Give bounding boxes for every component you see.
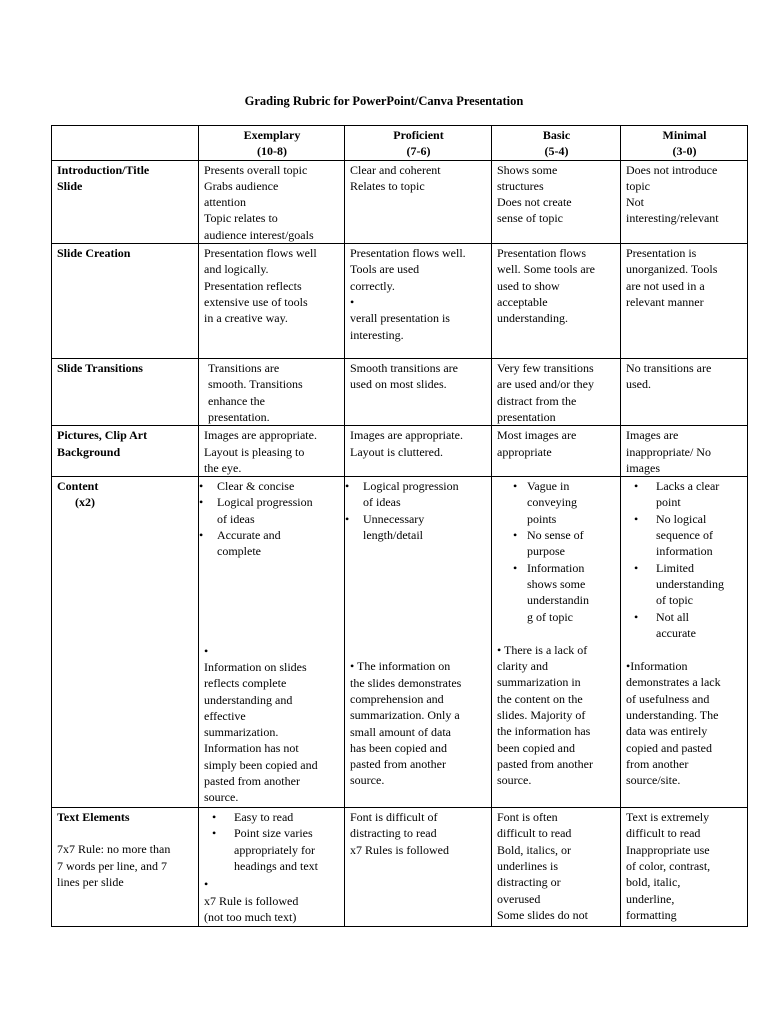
cell-transitions-basic [492,359,621,426]
bullet-item [199,494,340,527]
text-line: presentation. [208,409,270,424]
content-basic-list [497,478,616,625]
bullet-text: shows some [527,576,586,591]
bullet-text: information [656,544,713,559]
text-line: •Information [626,659,688,674]
row-transitions [52,359,748,426]
bullet-text: • Logical progression [363,479,459,494]
text-line: used. [626,377,651,392]
text-line: Font is difficult of [350,810,438,825]
row-text-elements [52,808,748,927]
text-line: summarization in [497,675,581,690]
cell-creation-basic [492,244,621,359]
header-proficient: Proficient (7-6) [345,126,492,161]
cell-text-minimal [621,808,748,927]
text-line: data was entirely [626,724,708,739]
text-line: source. [350,773,385,788]
cell-pictures-minimal [621,426,748,477]
text-line: reflects complete [204,676,287,691]
bullet-text: • Vague in [527,479,570,494]
text-line: overused [497,891,541,906]
bullet-text: purpose [527,544,565,559]
bullet-text: point [656,495,681,510]
text-line: source. [497,773,532,788]
text-line: Most images are [497,428,577,443]
text-line: x7 Rules is followed [350,842,449,857]
text-line: Very few transitions [497,361,594,376]
text-line: understanding. [497,311,568,326]
row-slide-creation [52,244,748,359]
bullet-text: • No logical [656,511,707,526]
cell-intro-proficient [345,160,492,243]
text-line: correctly. [350,278,395,293]
text-line: underlines is [497,859,558,874]
bullet-text: • Not all [656,609,689,624]
text-line: presentation [497,409,556,424]
text-line: appropriate [497,444,552,459]
cell-intro-exemplary [199,160,345,243]
text-line: used on most slides. [350,377,447,392]
text-line: Images are [626,428,679,443]
text-line: 7x7 Rule: no more than [57,842,171,857]
text-line: summarization. [204,725,279,740]
text-line: source. [204,790,239,805]
bullet-text: appropriately for [234,842,315,857]
text-line: No transitions are [626,361,712,376]
stray-bullet: • [204,643,209,658]
cell-pictures-proficient [345,426,492,477]
text-line: Information on slides [204,659,307,674]
text-line: used to show [497,278,560,293]
bullet-item [204,809,340,825]
text-line: has been copied and [350,740,447,755]
criterion-slide-creation: Slide Creation [52,244,199,359]
bullet-text: understandin [527,593,589,608]
text-line: clarity and [497,659,548,674]
text-line: Layout is cluttered. [350,444,443,459]
text-exemplary-text [204,893,340,926]
text-line: structures [497,178,544,193]
text-line: Images are appropriate. [204,428,317,443]
text-line: Bold, italics, or [497,842,571,857]
text-line: are not used in a [626,278,705,293]
bullet-text: points [527,511,557,526]
cell-pictures-basic [492,426,621,477]
text-line: of color, contrast, [626,859,711,874]
row-content [52,477,748,808]
text-line: acceptable [497,294,548,309]
text-line: well. Some tools are [497,262,595,277]
text-line: been copied and [497,740,575,755]
cell-content-proficient [345,477,492,808]
bullet-item [497,478,616,527]
text-line: comprehension and [350,691,444,706]
text-line: Presentation flows well [204,246,317,261]
text-line: difficult to read [626,826,701,841]
text-line: Presentation reflects [204,278,302,293]
text-line: Grabs audience [204,178,279,193]
bullet-item [626,609,743,642]
bullet-text: • Unnecessary [363,511,425,526]
text-line: the slides demonstrates [350,675,462,690]
bullet-text: g of topic [527,609,573,624]
text-line: extensive use of tools [204,294,308,309]
criterion-text-elements: Text Elements 7x7 Rule: no more than 7 words per line, and 7 lines per slide [52,808,199,927]
bullet-item [199,478,340,494]
text-line: Does not create [497,195,572,210]
text-line: Presentation is [626,246,697,261]
bullet-text: understanding [656,576,724,591]
text-line: (not too much text) [204,909,297,924]
text-line: understanding and [204,692,293,707]
criterion-pictures: Pictures, Clip Art Background [52,426,199,477]
bullet-item [199,527,340,560]
bullet-item [497,527,616,560]
text-line: 7 words per line, and 7 [57,858,167,873]
text-line: Presents overall topic [204,162,308,177]
cell-transitions-minimal [621,359,748,426]
text-line: • The information on [350,659,451,674]
text-line: Relates to topic [350,178,425,193]
text-line: Does not introduce [626,162,718,177]
text-line: sense of topic [497,211,563,226]
cell-pictures-exemplary [199,426,345,477]
bullet-text: headings and text [234,859,318,874]
cell-intro-basic [492,160,621,243]
text-line: distracting to read [350,826,437,841]
text-line: smooth. Transitions [208,377,303,392]
text-line: pasted from another [204,774,300,789]
bullet-text: • Easy to read [234,810,294,825]
text-line: Font is often [497,810,558,825]
text-line: unorganized. Tools [626,262,718,277]
text-line: pasted from another [497,756,593,771]
cell-intro-minimal [621,160,748,243]
bullet-text: conveying [527,495,577,510]
text-line: demonstrates a lack [626,675,721,690]
text-line: simply been copied and [204,757,318,772]
content-minimal-list [626,478,743,641]
text-line: Tools are used [350,262,420,277]
text-line: attention [204,195,246,210]
text-line: enhance the [208,393,265,408]
row-pictures [52,426,748,477]
text-line: distracting or [497,875,561,890]
text-line: and logically. [204,262,269,277]
bullet-item [626,511,743,560]
cell-text-basic [492,808,621,927]
text-line: x7 Rule is followed [204,893,299,908]
bullet-text: • Information [527,560,585,575]
text-line: slides. Majority of [497,708,586,723]
bullet-text: • Clear & concise [217,479,295,494]
header-row [52,126,748,161]
header-criteria-cell [52,126,199,161]
bullet-item [345,511,487,544]
text-line: small amount of data [350,724,451,739]
text-line: the eye. [204,460,242,475]
text-line: lines per slide [57,875,124,890]
criterion-introduction: Introduction/Title Slide [52,160,199,243]
stray-bullet-text: • [204,877,209,892]
content-exemplary-list [199,478,340,559]
bullet-text: • Logical progression [217,495,313,510]
content-basic-text [497,642,616,789]
cell-text-proficient [345,808,492,927]
bullet-item [497,560,616,625]
header-basic: Basic (5-4) [492,126,621,161]
criterion-transitions: Slide Transitions [52,359,199,426]
page-title: Grading Rubric for PowerPoint/Canva Presentation [244,94,524,108]
text-line: Information has not [204,741,299,756]
bullet-text: of topic [656,593,693,608]
bullet-text: length/detail [363,528,423,543]
text-line: • There is a lack of [497,642,588,657]
text-line: summarization. Only a [350,708,460,723]
cell-transitions-proficient [345,359,492,426]
bullet-text: • Accurate and [217,528,281,543]
cell-content-basic [492,477,621,808]
text-line: the content on the [497,691,583,706]
bullet-text: • Limited [656,560,694,575]
bullet-item [345,478,487,511]
text-line: difficult to read [497,826,572,841]
content-proficient-text [345,658,487,788]
content-proficient-list [345,478,487,543]
text-line: of usefulness and [626,691,710,706]
text-line: Presentation flows well. [350,246,466,261]
text-line: source/site. [626,773,681,788]
text-line: Presentation flows [497,246,586,261]
row-introduction [52,160,748,243]
cell-content-minimal [621,477,748,808]
text-line: the information has [497,724,591,739]
text-line: audience interest/goals [204,227,314,242]
text-line: Not [626,195,644,210]
text-line: Shows some [497,162,558,177]
cell-creation-exemplary [199,244,345,359]
bullet-text: of ideas [217,511,255,526]
text-line: interesting/relevant [626,211,719,226]
content-minimal-text [626,658,743,788]
bullet-text: sequence of [656,528,713,543]
text-line: Transitions are [208,361,280,376]
criterion-content: Content (x2) [52,477,199,808]
text-line: Layout is pleasing to [204,444,305,459]
text-line: Clear and coherent [350,162,441,177]
text-line: from another [626,756,689,771]
cell-content-exemplary [199,477,345,808]
text-line: Text is extremely [626,810,710,825]
text-line: in a creative way. [204,311,288,326]
text-line: Some slides do not [497,907,589,922]
text-line: Images are appropriate. [350,428,463,443]
text-line: topic [626,178,650,193]
content-exemplary-text [204,659,340,806]
text-line: copied and pasted [626,740,712,755]
text-line: Smooth transitions are [350,361,458,376]
text-line: interesting. [350,327,404,342]
header-minimal: Minimal (3-0) [621,126,748,161]
bullet-item [626,478,743,511]
bullet-text: • Lacks a clear [656,479,720,494]
rubric-table [51,125,748,927]
bullet-text: complete [217,544,261,559]
text-line: formatting [626,907,677,922]
text-line: underline, [626,891,675,906]
bullet-text: accurate [656,625,696,640]
cell-transitions-exemplary [199,359,345,426]
cell-creation-minimal [621,244,748,359]
seven-by-seven-note [57,841,194,890]
text-line: Topic relates to [204,211,278,226]
text-line: bold, italic, [626,875,681,890]
text-line: relevant manner [626,294,704,309]
text-line: • [350,294,355,309]
bullet-item [204,825,340,874]
text-line: images [626,460,660,475]
text-line: are used and/or they [497,377,594,392]
text-line: pasted from another [350,757,446,772]
text-exemplary-list [204,809,340,874]
text-line: effective [204,708,246,723]
text-line: understanding. The [626,708,719,723]
text-line: inappropriate/ No [626,444,711,459]
cell-text-exemplary [199,808,345,927]
text-line: verall presentation is [350,311,450,326]
text-line: Inappropriate use [626,842,710,857]
bullet-text: • No sense of [527,528,584,543]
header-exemplary: Exemplary (10-8) [199,126,345,161]
bullet-text: of ideas [363,495,401,510]
bullet-item [626,560,743,609]
text-line: distract from the [497,393,577,408]
bullet-text: • Point size varies [234,826,313,841]
cell-creation-proficient [345,244,492,359]
